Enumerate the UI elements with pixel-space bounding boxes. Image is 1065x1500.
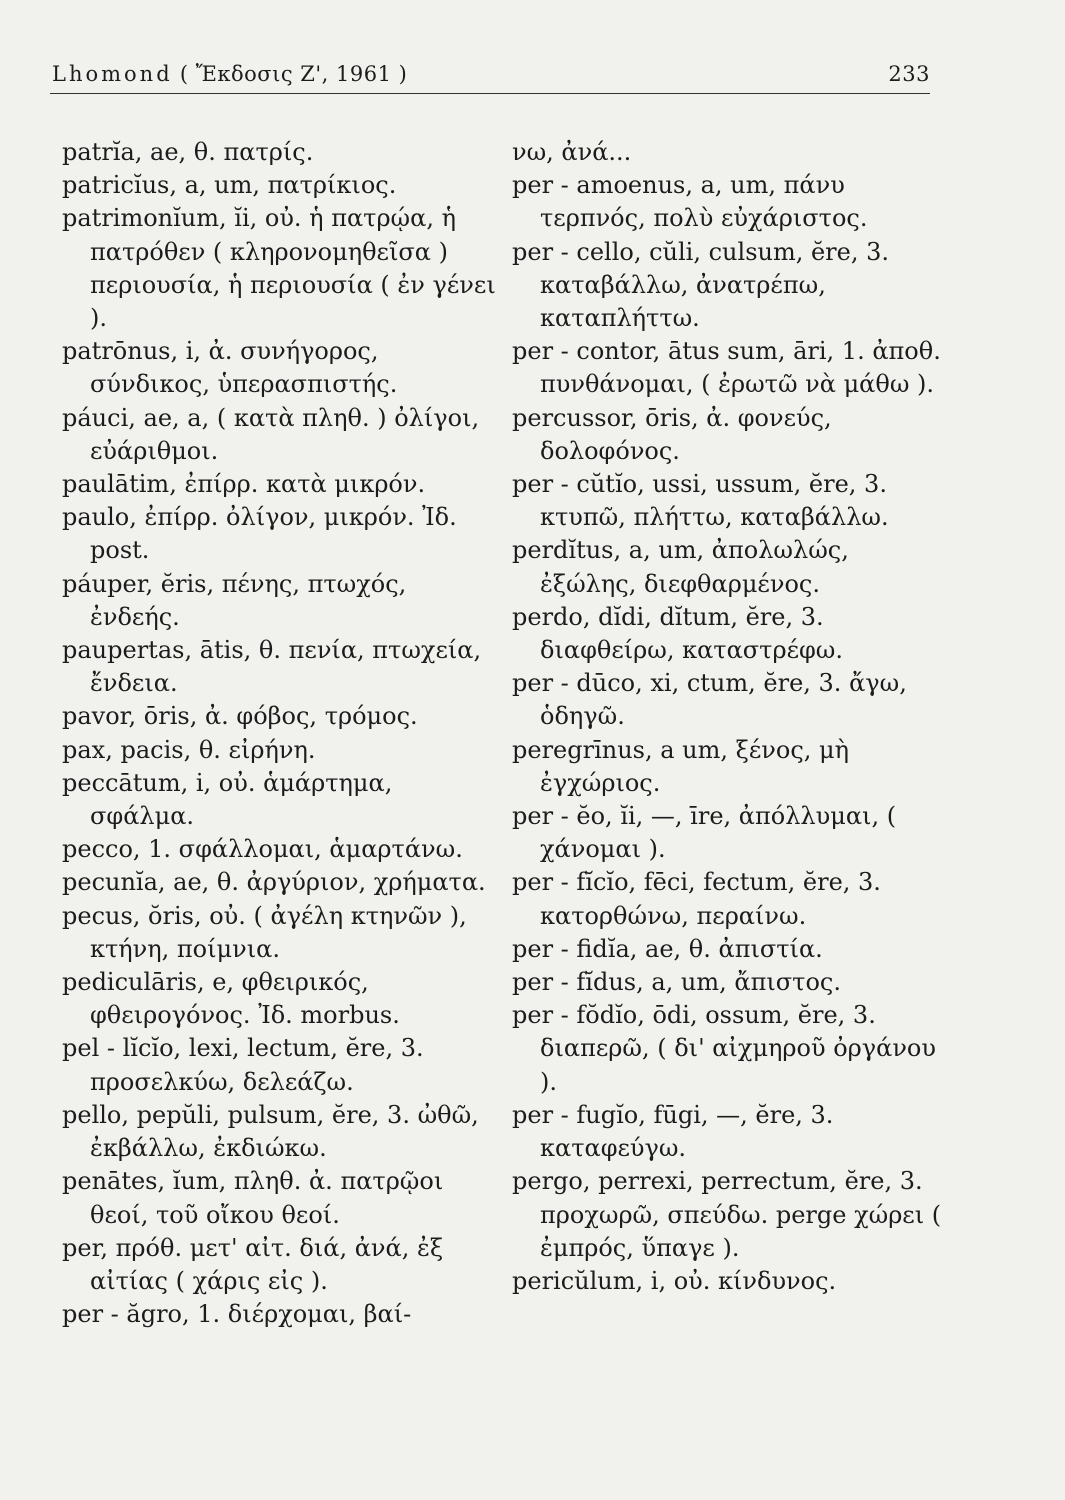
running-head [52,62,930,86]
entry: νω, ἀνά... [512,138,632,166]
entry: peregrīnus, a um, ξένος, μὴ ἐγχώριος. [512,735,850,797]
entry: per - cŭtĭo, ussi, ussum, ĕre, 3. κτυπῶ, πλήττω, καταβάλλω. [512,470,889,532]
entry: páuper, ĕris, πένης, πτωχός, ἐνδεής. [62,569,407,631]
entry: per - fugĭo, fūgi, —, ĕre, 3. καταφεύγω. [512,1100,834,1163]
left-column [62,136,497,1331]
entry: per - ăgro, 1. διέρχομαι, βαί- [62,1300,412,1329]
entry: per - cello, cŭli, culsum, ĕre, 3. καταβάλλω, ἀνατρέπω, καταπλήττω. [512,237,890,333]
entry: percussor, ōris, ἀ. φονεύς, δολοφόνος. [512,403,832,465]
entry: per - ĕo, ĭi, —, īre, ἀπόλλυμαι, ( χάνομαι ). [512,802,897,864]
entry: pericŭlum, i, οὐ. κίνδυνος. [512,1266,837,1295]
entry: paupertas, ātis, θ. πενία, πτωχεία, ἔνδεια. [62,636,482,698]
entry: perdĭtus, a, um, ἀπολωλώς, ἐξώλης, διεφθαρμένος. [512,536,849,598]
entry: pediculāris, e, φθειρικός, φθειρογόνος. Ἰδ. morbus. [62,968,400,1030]
entry: pello, pepŭli, pulsum, ĕre, 3. ὠθῶ, ἐκβάλλω, ἐκδιώκω. [62,1100,479,1163]
entry: patrĭa, ae, θ. πατρίς. [62,138,314,166]
entry: pax, pacis, θ. εἰρήνη. [62,735,316,764]
entry: pergo, perrexi, perrectum, ĕre, 3. προχωρῶ, σπεύδω. perge χώρει ( ἐμπρός, ὕπαγε ). [512,1167,942,1262]
entry: pel - lĭcĭo, lexi, lectum, ĕre, 3. προσελκύω, δελεάζω. [62,1034,424,1096]
entry: per - contor, ātus sum, āri, 1. ἀποθ. πυνθάνομαι, ( ἐρωτῶ νὰ μάθω ). [512,337,941,399]
right-column [512,136,942,1298]
entry: perdo, dĭdi, dĭtum, ĕre, 3. διαφθείρω, καταστρέφω. [512,602,843,665]
entry: per - dūco, xi, ctum, ĕre, 3. ἄγω, ὁδηγῶ. [512,669,907,731]
entry: paulo, ἐπίρρ. ὀλίγον, μικρόν. Ἰδ. post. [62,503,457,565]
running-head-title [52,62,407,86]
entry: patricĭus, a, um, πατρίκιος. [62,171,397,200]
entry: pecus, ŏris, οὐ. ( ἀγέλη κτηνῶν ), κτήνη, ποίμνια. [62,901,467,963]
entry: paulātim, ἐπίρρ. κατὰ μικρόν. [62,470,426,499]
author-name: Lhomond [52,62,173,86]
entry: pecunĭa, ae, θ. ἀργύριον, χρήματα. [62,868,486,897]
page-number: 233 [888,62,930,86]
entry: patrimonĭum, ĭi, οὐ. ἡ πατρῴα, ἡ πατρόθεν ( κληρονομηθεῖσα ) περιουσία, ἡ περιουσία ( ἐν γένει ). [62,204,496,333]
entry: per - amoenus, a, um, πάνυ τερπνός, πολὺ εὐχάριστος. [512,171,868,233]
entry: per - fĭdus, a, um, ἄπιστος. [512,968,841,997]
entry: per, πρόθ. μετ' αἰτ. διά, ἀνά, ἐξ αἰτίας ( χάρις εἰς ). [62,1233,444,1295]
edition-note: ( Ἔκδοσις Ζ', 1961 ) [179,62,408,86]
entry: páuci, ae, a, ( κατὰ πληθ. ) ὀλίγοι, εὐάριθμοι. [62,403,480,465]
entry: per - fĭcĭo, fēci, fectum, ĕre, 3. κατορθώνω, περαίνω. [512,868,881,930]
entry: pavor, ōris, ἀ. φόβος, τρόμος. [62,702,418,731]
entry: per - fidĭa, ae, θ. ἀπιστία. [512,934,823,963]
entry: peccātum, i, οὐ. ἁμάρτημα, σφάλμα. [62,768,393,831]
entry: pecco, 1. σφάλλομαι, ἁμαρτάνω. [62,835,463,864]
entry: penātes, ĭum, πληθ. ἀ. πατρῷοι θεοί, τοῦ οἴκου θεοί. [62,1167,444,1229]
entry: per - fŏdĭo, ōdi, ossum, ĕre, 3. διαπερῶ, ( δι' αἰχμηροῦ ὀργάνου ). [512,1001,936,1096]
header-rule [50,93,930,94]
entry: patrōnus, i, ἀ. συνήγορος, σύνδικος, ὑπερασπιστής. [62,337,398,399]
